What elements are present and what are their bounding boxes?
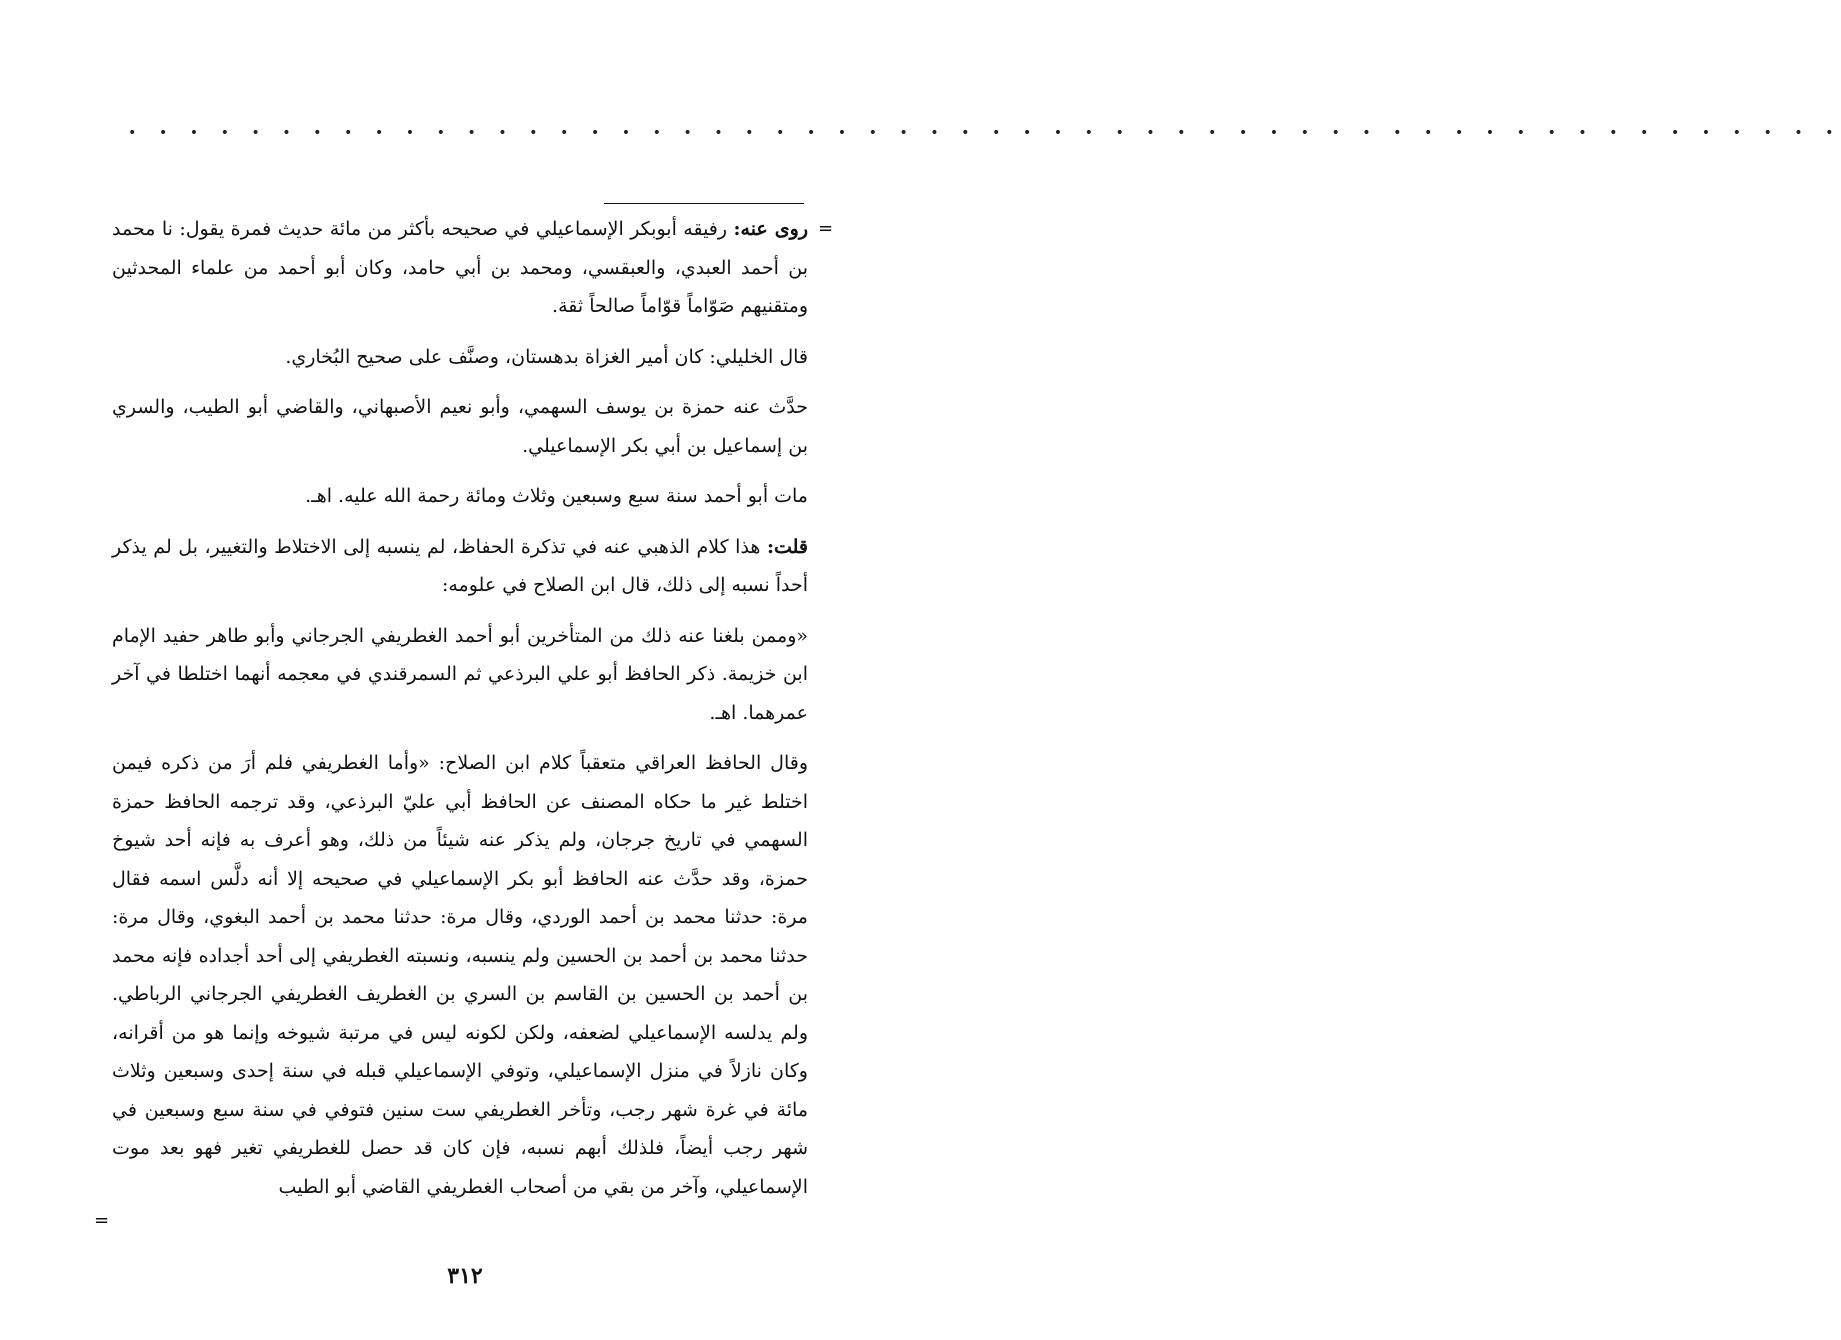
paragraph-quote-ibn-salah	[112, 617, 808, 733]
paragraph-text: حدَّث عنه حمزة بن يوسف السهمي، وأبو نعيم الأصبهاني، والقاضي أبو الطيب، والسري بن إسماعيل بن أبي بكر الإسماعيلي.	[112, 396, 808, 457]
continuation-mark-bottom: =	[94, 1210, 110, 1231]
footnote-body	[112, 210, 808, 1206]
paragraph-lead: قلت:	[766, 535, 808, 558]
footnote-rule	[604, 203, 804, 204]
continuation-mark-top: =	[818, 218, 834, 239]
paragraph-death	[112, 477, 808, 516]
paragraph-text: وقال الحافظ العراقي متعقباً كلام ابن الصلاح: «وأما الغطريفي فلم أرَ من ذكره فيمن اختلط غير ما حكاه المصنف عن الحافظ أبي عليّ البرذعي، وقد ترجمه الحافظ حمزة السهمي في تاريخ جرجان، ولم يذكر عنه شيئاً من ذلك، وهو أعرف به فإنه أحد شيوخ حمزة، وقد حدَّث عنه الحافظ أبو بكر الإسماعيلي في صحيحه إلا أنه دلَّس اسمه فقال مرة: حدثنا محمد بن أحمد الوردي، وقال مرة: حدثنا محمد بن أحمد البغوي، وقال مرة: حدثنا محمد بن أحمد بن الحسين ولم ينسبه، ونسبته الغطريفي إلى أحد أجداده فإنه محمد بن أحمد بن الحسين بن القاسم بن السري بن الغطريف الغطريفي الجرجاني الرباطي. ولم يدلسه الإسماعيلي لضعفه، ولكن لكونه ليس في مرتبة شيوخه وإنما هو من أقرانه، وكان نازلاً في منزل الإسماعيلي، وتوفي الإسماعيلي قبله في سنة إحدى وسبعين وثلاث مائة في غرة شهر رجب، وتأخر الغطريفي ست سنين فتوفي في سنة سبع وسبعين في شهر رجب أيضاً، فلذلك أبهم نسبه، فإن كان قد حصل للغطريفي تغير فهو بعد موت الإسماعيلي، وآخر من بقي من أصحاب الغطريفي القاضي أبو الطيب	[112, 752, 808, 1198]
paragraph-khalili	[112, 338, 808, 377]
paragraph-narrators	[112, 210, 808, 326]
paragraph-lead: روى عنه:	[733, 218, 808, 240]
paragraph-text: مات أبو أحمد سنة سبع وسبعين وثلاث ومائة رحمة الله عليه. اهـ.	[305, 485, 808, 507]
paragraph-text: قال الخليلي: كان أمير الغزاة بدهستان، وصنَّف على صحيح البُخاري.	[285, 345, 808, 368]
paragraph-students	[112, 388, 808, 465]
dotted-separator: • • • • • • • • • • • • • • • • • • • • • • • • • • • • • • • • • • • • • • • • • • • • • • • • • • • • • • • •	[128, 125, 1841, 141]
paragraph-text: «وممن بلغنا عنه ذلك من المتأخرين أبو أحمد الغطريفي الجرجاني وأبو طاهر حفيد الإمام ابن خزيمة. ذكر الحافظ أبو علي البرذعي ثم السمرقندي في معجمه أنهما اختلطا في آخر عمرهما. اهـ.	[112, 624, 808, 724]
paragraph-text: رفيقه أبوبكر الإسماعيلي في صحيحه بأكثر من مائة حديث فمرة يقول: نا محمد بن أحمد العبدي، والعبقسي، ومحمد بن أبي حامد، وكان أبو أحمد من علماء المحدثين ومتقنيهم صَوّاماً قوّاماً صالحاً ثقة.	[112, 218, 808, 317]
page-number: ٣١٢	[447, 1263, 483, 1289]
paragraph-iraqi	[112, 744, 808, 1206]
paragraph-comment	[112, 528, 808, 605]
paragraph-text: هذا كلام الذهبي عنه في تذكرة الحفاظ، لم ينسبه إلى الاختلاط والتغيير، بل لم يذكر أحداً نسبه إلى ذلك، قال ابن الصلاح في علومه:	[112, 535, 808, 596]
